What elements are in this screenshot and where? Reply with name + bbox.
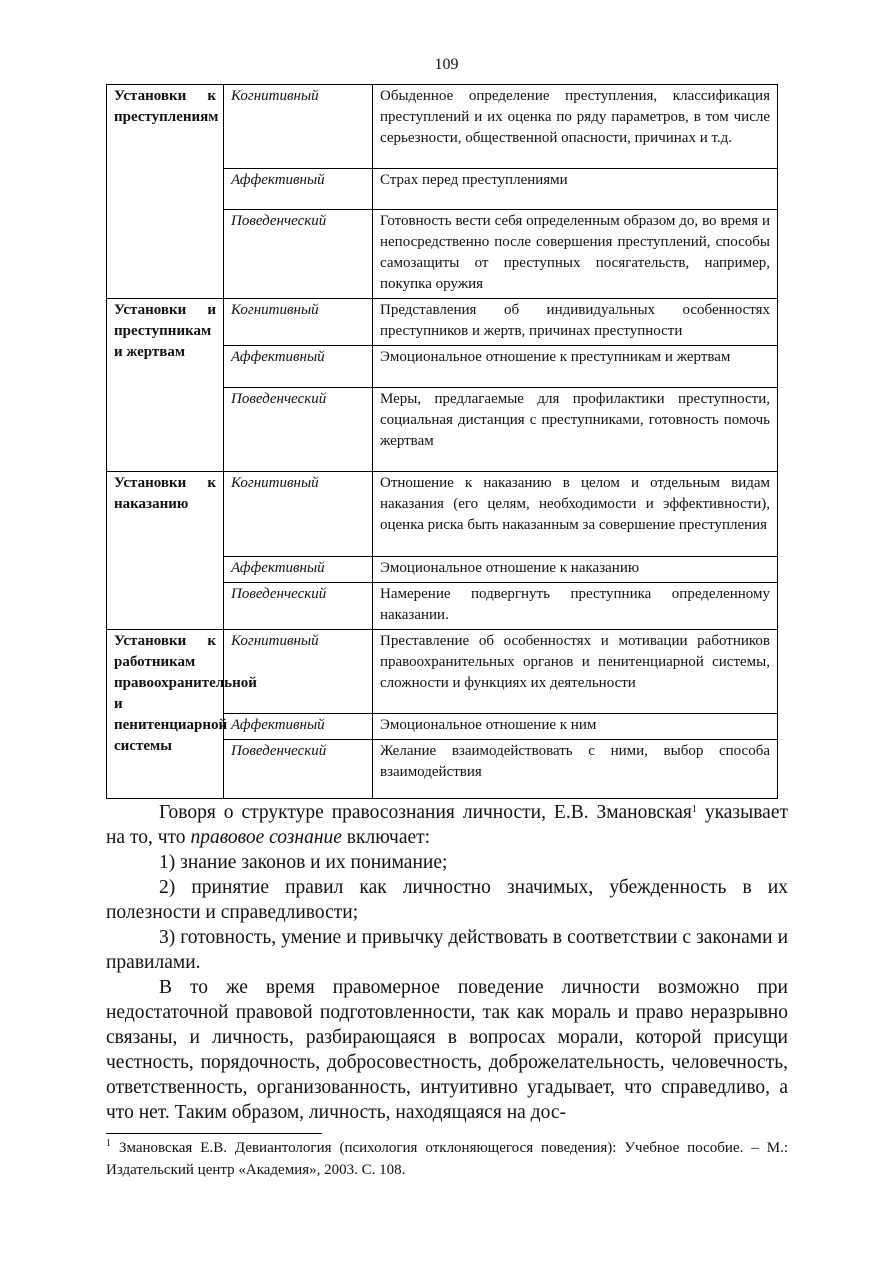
component-cell: Аффективный	[224, 557, 373, 583]
category-cell: Установки к наказанию	[107, 472, 224, 630]
component-cell: Аффективный	[224, 346, 373, 388]
table-row	[107, 299, 778, 346]
table-row	[107, 472, 778, 557]
component-cell: Когнитивный	[224, 85, 373, 169]
footnote	[106, 1137, 788, 1181]
paragraph-intro	[106, 800, 788, 850]
component-cell: Поведенческий	[224, 388, 373, 472]
footnote-reference[interactable]: 1	[691, 804, 697, 815]
component-cell: Когнитивный	[224, 630, 373, 714]
description-cell: Намерение подвергнуть преступника определенному наказании.	[373, 583, 778, 630]
list-item: 3) готовность, умение и привычку действовать в соответствии с законами и правилами.	[106, 927, 788, 973]
description-cell: Представления об индивидуальных особенностях преступников и жертв, причинах преступности	[373, 299, 778, 346]
body-text	[106, 800, 788, 1125]
component-cell: Когнитивный	[224, 299, 373, 346]
category-cell: Установки к преступлениям	[107, 85, 224, 299]
component-cell: Поведенческий	[224, 210, 373, 299]
description-cell: Преставление об особенностях и мотивации работников правоохранительных органов и пенитенциарной системы, сложности и функциях их деятельности	[373, 630, 778, 714]
emphasized-term: правовое сознание	[190, 827, 342, 848]
component-cell: Аффективный	[224, 714, 373, 740]
component-cell: Когнитивный	[224, 472, 373, 557]
description-cell: Желание взаимодействовать с ними, выбор способа взаимодействия	[373, 740, 778, 799]
table-row	[107, 630, 778, 714]
description-cell: Обыденное определение преступления, классификация преступлений и их оценка по ряду параметров, в том числе серьезности, общественной опасности, причинах и т.д.	[373, 85, 778, 169]
paragraph-intro-mid: указывает на то, что	[106, 802, 788, 848]
description-cell: Готовность вести себя определенным образом до, во время и непосредственно после совершения преступлений, способы самозащиты от преступных посягательств, например, покупка оружия	[373, 210, 778, 299]
paragraph-intro-end: включает:	[341, 827, 431, 848]
component-cell: Поведенческий	[224, 740, 373, 799]
category-cell: Установки к работникам правоохранительной и пенитенциарной системы	[107, 630, 224, 799]
paragraph-intro-start: Говоря о структуре правосознания личности, Е.В. Змановская	[159, 802, 692, 823]
list-item: 1) знание законов и их понимание;	[159, 852, 448, 873]
page-number: 109	[434, 56, 459, 73]
component-cell: Аффективный	[224, 169, 373, 210]
footnote-mark: 1	[106, 1138, 111, 1149]
description-cell: Отношение к наказанию в целом и отдельным видам наказания (его целям, необходимости и эффективности), оценка риска быть наказанным за совершение преступления	[373, 472, 778, 557]
footnote-divider	[106, 1133, 322, 1134]
description-cell: Эмоциональное отношение к преступникам и жертвам	[373, 346, 778, 388]
paragraph: В то же время правомерное поведение личности возможно при недостаточной правовой подготовленности, так как мораль и право неразрывно связаны, и личность, разбирающаяся в вопросах морали, которой присущи честность, порядочность, добросовестность, доброжелательность, человечность, ответственность, организованность, интуитивно угадывает, что справедливо, а что нет. Таким образом, личность, находящаяся на дос-	[106, 977, 788, 1123]
footnote-text: Змановская Е.В. Девиантология (психология отклоняющегося поведения): Учебное пособие. – М.: Издательский центр «Академия», 2003. С. 108.	[106, 1140, 788, 1178]
description-cell: Меры, предлагаемые для профилактики преступности, социальная дистанция с преступниками, готовность помочь жертвам	[373, 388, 778, 472]
list-item: 2) принятие правил как личностно значимых, убежденность в их полезности и справедливости;	[106, 877, 788, 923]
attitudes-table	[106, 84, 778, 799]
component-cell: Поведенческий	[224, 583, 373, 630]
description-cell: Эмоциональное отношение к ним	[373, 714, 778, 740]
description-cell: Страх перед преступлениями	[373, 169, 778, 210]
description-cell: Эмоциональное отношение к наказанию	[373, 557, 778, 583]
table-row	[107, 85, 778, 169]
category-cell: Установки и преступникам и жертвам	[107, 299, 224, 472]
